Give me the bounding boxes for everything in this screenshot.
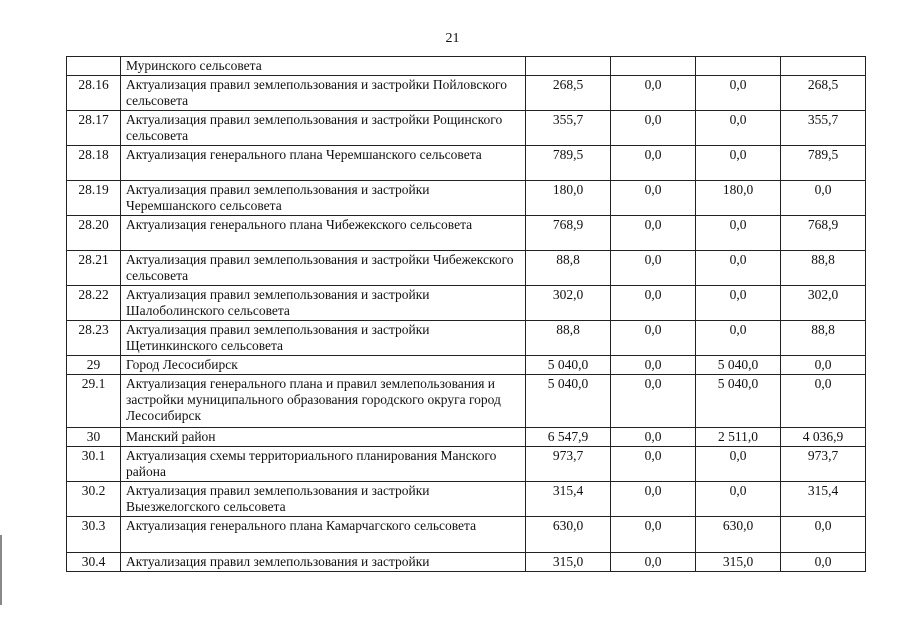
value-cell-local: 789,5	[781, 146, 866, 181]
row-name-cell: Актуализация правил землепользования и застройки Пойловского сельсовета	[121, 76, 526, 111]
table-row	[67, 286, 866, 321]
row-name-cell: Город Лесосибирск	[121, 356, 526, 375]
value-cell-local: 768,9	[781, 216, 866, 251]
row-number-cell: 29.1	[67, 375, 121, 428]
table-body	[67, 57, 866, 572]
table-row	[67, 251, 866, 286]
value-cell-federal: 0,0	[611, 482, 696, 517]
value-cell-federal: 0,0	[611, 111, 696, 146]
value-cell-local: 0,0	[781, 375, 866, 428]
value-cell-federal: 0,0	[611, 428, 696, 447]
value-cell-total: 88,8	[526, 251, 611, 286]
value-cell-federal: 0,0	[611, 76, 696, 111]
table-row	[67, 428, 866, 447]
value-cell-total: 6 547,9	[526, 428, 611, 447]
value-cell-federal: 0,0	[611, 447, 696, 482]
value-cell-total: 315,0	[526, 553, 611, 572]
value-cell-local: 88,8	[781, 251, 866, 286]
page-number: 21	[445, 31, 460, 46]
value-cell-total: 88,8	[526, 321, 611, 356]
value-cell-federal: 0,0	[611, 553, 696, 572]
value-cell-regional: 180,0	[696, 181, 781, 216]
row-name-cell: Актуализация схемы территориального планирования Манского района	[121, 447, 526, 482]
table-row	[67, 181, 866, 216]
value-cell-federal: 0,0	[611, 517, 696, 553]
table-row	[67, 216, 866, 251]
value-cell-regional	[696, 57, 781, 76]
value-cell-local: 268,5	[781, 76, 866, 111]
value-cell-regional: 315,0	[696, 553, 781, 572]
value-cell-local: 0,0	[781, 553, 866, 572]
row-number-cell: 28.23	[67, 321, 121, 356]
row-name-cell: Актуализация генерального плана Черемшанского сельсовета	[121, 146, 526, 181]
table-row	[67, 57, 866, 76]
value-cell-regional: 0,0	[696, 146, 781, 181]
row-name-cell: Актуализация правил землепользования и застройки Щетинкинского сельсовета	[121, 321, 526, 356]
row-name-cell: Манский район	[121, 428, 526, 447]
value-cell-local: 315,4	[781, 482, 866, 517]
row-name-cell: Актуализация правил землепользования и застройки Рощинского сельсовета	[121, 111, 526, 146]
row-number-cell: 30.2	[67, 482, 121, 517]
table-row	[67, 553, 866, 572]
row-name-cell: Актуализация правил землепользования и застройки Выезжелогского сельсовета	[121, 482, 526, 517]
value-cell-regional: 0,0	[696, 76, 781, 111]
value-cell-local: 302,0	[781, 286, 866, 321]
value-cell-total: 315,4	[526, 482, 611, 517]
value-cell-federal: 0,0	[611, 146, 696, 181]
row-name-cell: Муринского сельсовета	[121, 57, 526, 76]
table-row	[67, 321, 866, 356]
value-cell-total: 180,0	[526, 181, 611, 216]
table-row	[67, 482, 866, 517]
row-number-cell: 28.22	[67, 286, 121, 321]
value-cell-local: 0,0	[781, 181, 866, 216]
row-name-cell: Актуализация генерального плана и правил землепользования и застройки муниципального образования городского округа город Лесосибирск	[121, 375, 526, 428]
row-number-cell: 28.19	[67, 181, 121, 216]
value-cell-federal: 0,0	[611, 356, 696, 375]
table-row	[67, 375, 866, 428]
row-number-cell: 28.21	[67, 251, 121, 286]
value-cell-regional: 0,0	[696, 251, 781, 286]
row-number-cell: 28.17	[67, 111, 121, 146]
value-cell-regional: 0,0	[696, 286, 781, 321]
row-name-cell: Актуализация правил землепользования и застройки Чибежекского сельсовета	[121, 251, 526, 286]
value-cell-local: 4 036,9	[781, 428, 866, 447]
row-number-cell: 30.4	[67, 553, 121, 572]
value-cell-local: 88,8	[781, 321, 866, 356]
value-cell-total	[526, 57, 611, 76]
value-cell-federal: 0,0	[611, 251, 696, 286]
value-cell-total: 302,0	[526, 286, 611, 321]
table-row	[67, 111, 866, 146]
value-cell-regional: 0,0	[696, 447, 781, 482]
value-cell-federal	[611, 57, 696, 76]
value-cell-regional: 0,0	[696, 321, 781, 356]
value-cell-local: 973,7	[781, 447, 866, 482]
value-cell-federal: 0,0	[611, 286, 696, 321]
value-cell-local	[781, 57, 866, 76]
value-cell-local: 0,0	[781, 517, 866, 553]
value-cell-total: 630,0	[526, 517, 611, 553]
row-name-cell: Актуализация генерального плана Чибежекского сельсовета	[121, 216, 526, 251]
table-row	[67, 76, 866, 111]
budget-table-wrapper	[66, 56, 866, 572]
value-cell-local: 355,7	[781, 111, 866, 146]
scan-edge-mark	[0, 535, 2, 605]
value-cell-total: 973,7	[526, 447, 611, 482]
row-number-cell: 30	[67, 428, 121, 447]
value-cell-regional: 0,0	[696, 111, 781, 146]
row-number-cell: 30.1	[67, 447, 121, 482]
value-cell-total: 5 040,0	[526, 375, 611, 428]
row-number-cell: 30.3	[67, 517, 121, 553]
value-cell-total: 5 040,0	[526, 356, 611, 375]
table-row	[67, 517, 866, 553]
table-row	[67, 146, 866, 181]
value-cell-regional: 630,0	[696, 517, 781, 553]
value-cell-regional: 0,0	[696, 482, 781, 517]
row-number-cell: 28.20	[67, 216, 121, 251]
value-cell-total: 789,5	[526, 146, 611, 181]
row-name-cell: Актуализация правил землепользования и застройки Черемшанского сельсовета	[121, 181, 526, 216]
value-cell-total: 268,5	[526, 76, 611, 111]
value-cell-total: 768,9	[526, 216, 611, 251]
value-cell-regional: 5 040,0	[696, 356, 781, 375]
value-cell-federal: 0,0	[611, 321, 696, 356]
value-cell-regional: 0,0	[696, 216, 781, 251]
value-cell-total: 355,7	[526, 111, 611, 146]
value-cell-regional: 5 040,0	[696, 375, 781, 428]
value-cell-federal: 0,0	[611, 375, 696, 428]
row-name-cell: Актуализация правил землепользования и застройки Шалоболинского сельсовета	[121, 286, 526, 321]
table-row	[67, 356, 866, 375]
row-number-cell: 28.16	[67, 76, 121, 111]
row-name-cell: Актуализация правил землепользования и застройки	[121, 553, 526, 572]
row-name-cell: Актуализация генерального плана Камарчагского сельсовета	[121, 517, 526, 553]
value-cell-federal: 0,0	[611, 216, 696, 251]
budget-table	[66, 56, 866, 572]
value-cell-regional: 2 511,0	[696, 428, 781, 447]
row-number-cell: 29	[67, 356, 121, 375]
row-number-cell: 28.18	[67, 146, 121, 181]
row-number-cell	[67, 57, 121, 76]
value-cell-local: 0,0	[781, 356, 866, 375]
table-row	[67, 447, 866, 482]
value-cell-federal: 0,0	[611, 181, 696, 216]
